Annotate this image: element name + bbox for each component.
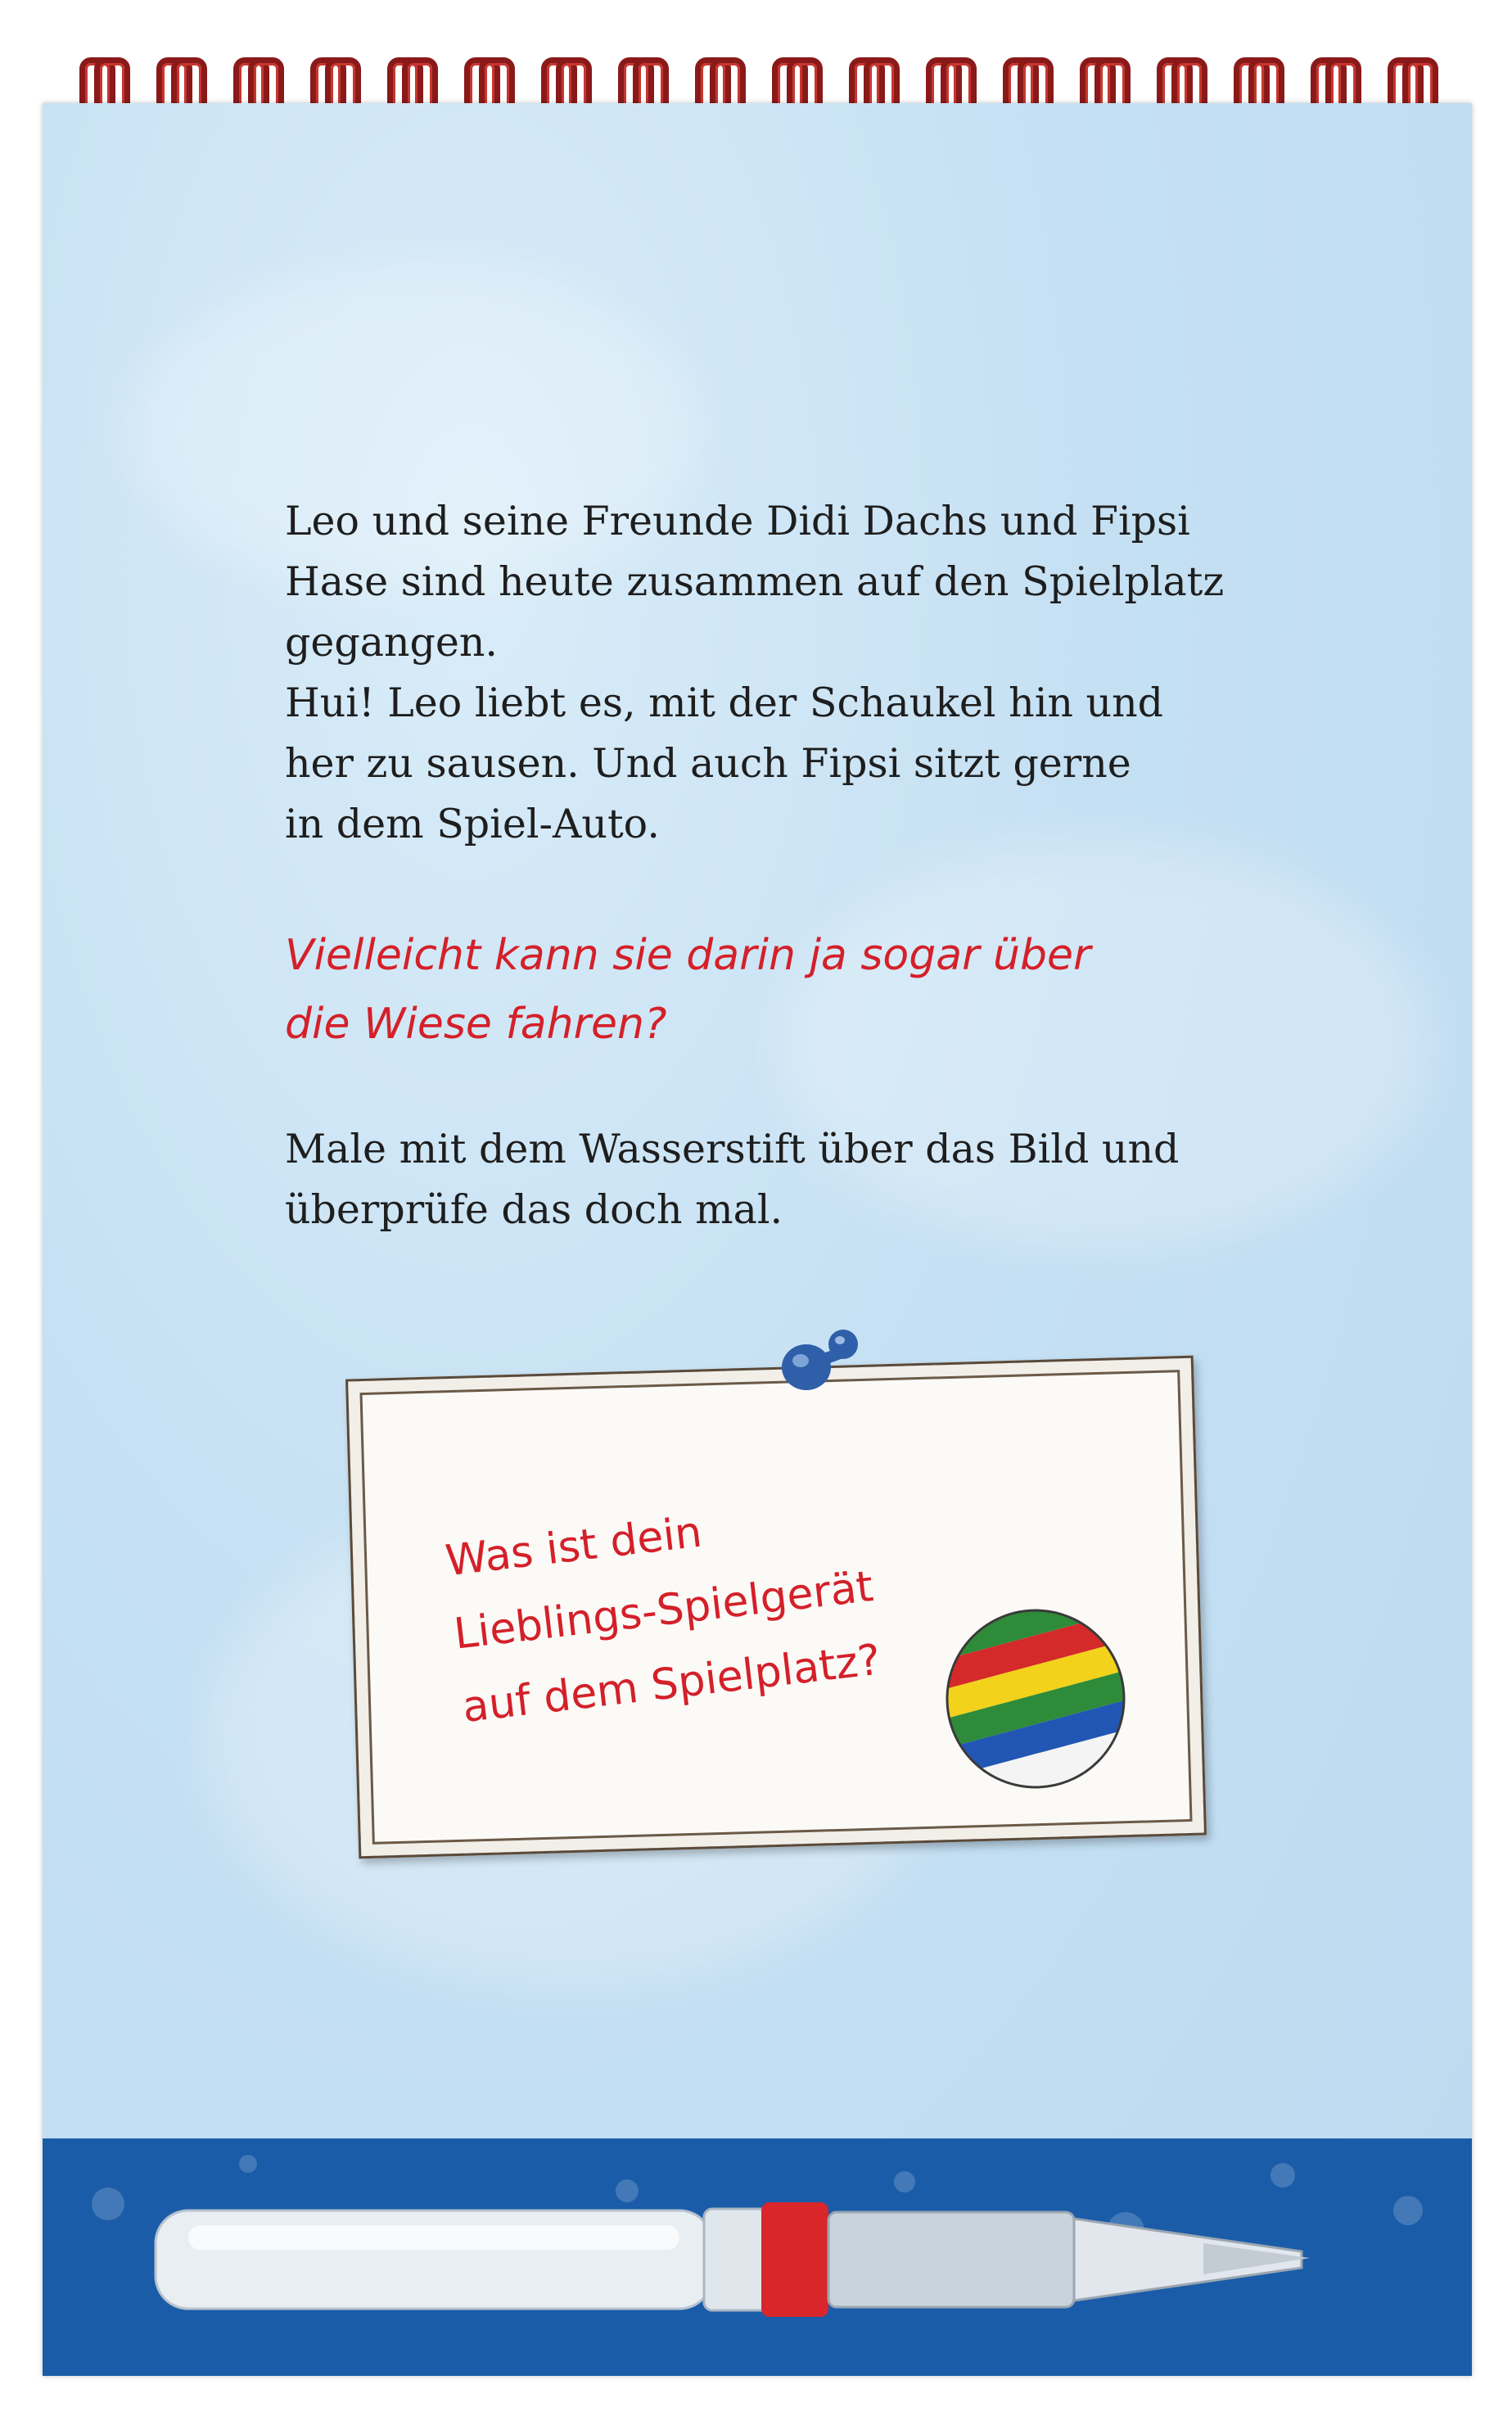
push-pin-icon — [770, 1310, 868, 1400]
pen-instruction: Male mit dem Wasserstift über das Bild und überprüfe das doch mal. — [285, 1126, 1180, 1233]
story-paragraph: Leo und seine Freunde Didi Dachs und Fipsi Hase sind heute zusammen auf den Spielplatz gegangen. Hui! Leo liebt es, mit der Schaukel hin und her zu sausen. Und auch Fipsi sitzt gerne in dem Spiel-Auto. — [285, 498, 1225, 847]
note-card-text: Was ist dein Lieblings-Spielgerät auf dem Spielplatz? — [443, 1507, 883, 1733]
story-question: Vielleicht kann sie darin ja sogar über die Wiese fahren? — [285, 931, 1091, 1049]
striped-ball-icon — [941, 1605, 1130, 1793]
water-pen-icon — [139, 2186, 1318, 2325]
